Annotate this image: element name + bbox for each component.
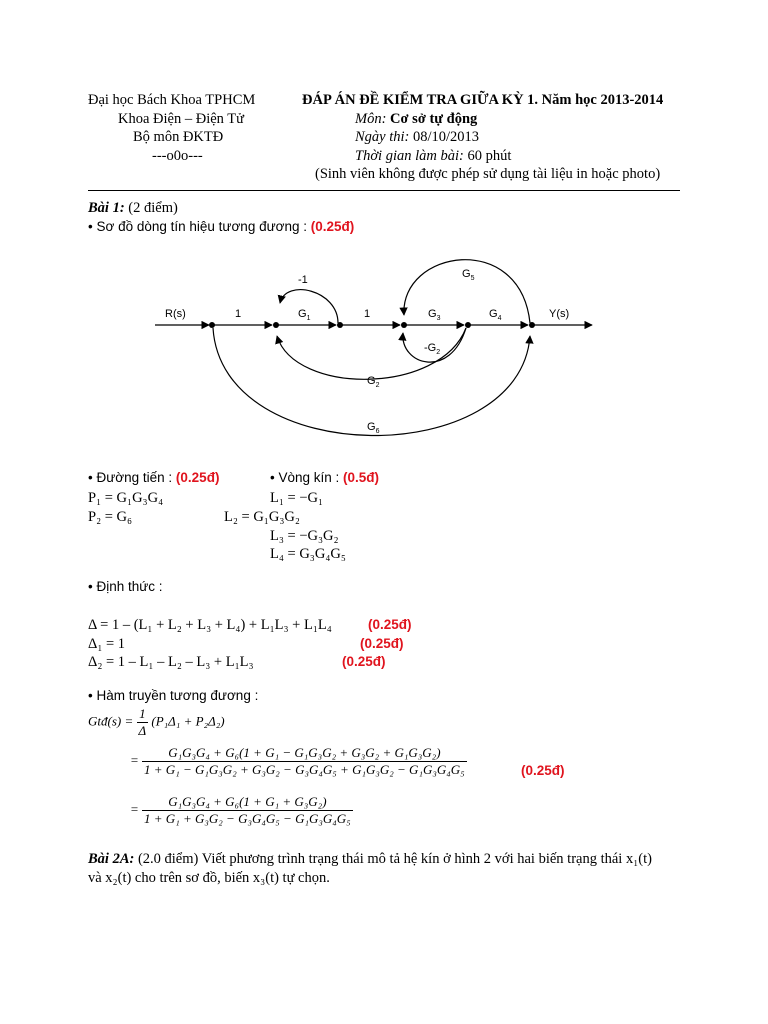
transfer-first-rest: (P₁Δ₁ + P₂Δ₂) xyxy=(151,713,225,729)
subject-value: Cơ sở tự động xyxy=(390,111,478,127)
transfer-frac1-num: 1 xyxy=(137,706,149,723)
branch-g2 xyxy=(277,328,466,379)
transfer-eq3-den: 1 + G₁ + G₃G₂ − G₃G₄G₅ − G₁G₃G₄G₅ xyxy=(144,811,351,826)
header-ornament: ---o0o--- xyxy=(152,148,203,164)
bai1-title: Bài 1: xyxy=(88,200,125,216)
label-input: R(s) xyxy=(165,308,186,320)
branch-loop-minus1 xyxy=(280,290,338,323)
sfg-line xyxy=(88,219,354,234)
transfer-eq3 xyxy=(130,794,353,827)
loop-label: • Vòng kín : xyxy=(270,470,340,485)
delta2-score: (0.25đ) xyxy=(342,654,386,669)
loop-2: L₂ = G₁G₃G₂ xyxy=(224,509,300,525)
header-university: Đại học Bách Khoa TPHCM xyxy=(88,92,256,108)
determinant-label: • Định thức : xyxy=(88,579,163,594)
delta-score: (0.25đ) xyxy=(368,617,412,632)
transfer-frac-1-delta xyxy=(137,706,149,739)
forward-label: • Đường tiến : xyxy=(88,470,173,485)
label-g6: $G_6$ xyxy=(367,421,380,435)
sfg-bullet: • Sơ đồ dòng tín hiệu tương đương : xyxy=(88,219,307,234)
label-g2: $G_2$ xyxy=(367,375,380,389)
exam-note: (Sinh viên không được phép sử dụng tài liệu in hoặc photo) xyxy=(315,166,661,182)
label-g4: $G_4$ xyxy=(489,308,502,322)
header-faculty: Khoa Điện – Điện Tử xyxy=(118,111,244,127)
transfer-eq2-den: 1 + G₁ − G₁G₃G₂ + G₃G₂ − G₃G₄G₅ + G₁G₃G₂ − G₁G₃G₄G₅ xyxy=(144,762,465,777)
loop-4: L₄ = G₃G₄G₅ xyxy=(270,546,346,562)
transfer-eq2-frac xyxy=(142,745,467,778)
date-value: 08/10/2013 xyxy=(413,129,480,145)
branch-g6 xyxy=(213,328,530,436)
transfer-eq2 xyxy=(130,745,467,778)
node-y xyxy=(529,322,535,328)
bai1-points: (2 điểm) xyxy=(128,200,178,216)
loop-heading xyxy=(270,470,379,485)
transfer-frac1-den: Δ xyxy=(138,723,147,738)
branch-neg-g2 xyxy=(403,328,466,362)
bai2a-line1 xyxy=(88,851,652,868)
sfg-score: (0.25đ) xyxy=(310,219,355,234)
bai2a-text1: (2.0 điểm) Viết phương trình trạng thái mô tả hệ kín ở hình 2 với hai biến trạng thái x₁(t) xyxy=(137,851,652,867)
node-3 xyxy=(337,322,343,328)
transfer-eq3-num: G₁G₃G₄ + G₆(1 + G₁ + G₃G₂) xyxy=(142,794,353,811)
bai1-heading xyxy=(88,200,178,217)
forward-path-2: P₂ = G₆ xyxy=(88,509,133,525)
transfer-eq1 xyxy=(88,706,225,739)
delta1-equation: Δ₁ = 1 xyxy=(88,636,126,652)
forward-score: (0.25đ) xyxy=(175,470,220,485)
delta1-score: (0.25đ) xyxy=(360,636,404,651)
label-self-loop: -1 xyxy=(298,274,308,286)
node-r xyxy=(209,322,215,328)
exam-date-line xyxy=(355,129,479,146)
node-4 xyxy=(401,322,407,328)
bai2a-line2: và x₂(t) cho trên sơ đồ, biến x₃(t) tự chọn. xyxy=(88,870,330,886)
date-label: Ngày thi: xyxy=(355,129,410,145)
transfer-lhs: Gtđ(s) = xyxy=(88,713,134,729)
delta-equation: Δ = 1 – (L₁ + L₂ + L₃ + L₄) + L₁L₃ + L₁L₄ xyxy=(88,617,332,633)
header-rule xyxy=(88,190,680,191)
transfer-eq2-num: G₁G₃G₄ + G₆(1 + G₁ − G₁G₃G₂ + G₃G₂ + G₁G₃G₂) xyxy=(142,745,467,762)
label-neg-g2: $-G_2$ xyxy=(424,342,441,356)
loop-1: L₁ = −G₁ xyxy=(270,490,324,506)
label-g1: $G_1$ xyxy=(298,308,311,322)
node-5 xyxy=(465,322,471,328)
label-b2: 1 xyxy=(364,308,371,320)
delta2-equation: Δ₂ = 1 – L₁ – L₂ – L₃ + L₁L₃ xyxy=(88,654,254,670)
node-2 xyxy=(273,322,279,328)
transfer-eq2-score: (0.25đ) xyxy=(521,763,565,778)
subject-label: Môn: xyxy=(355,111,387,127)
subject-line xyxy=(355,111,477,128)
transfer-eq3-frac xyxy=(142,794,353,827)
header-department: Bộ môn ĐKTĐ xyxy=(133,129,224,145)
label-g5: $G_5$ xyxy=(462,268,475,282)
transfer-eq3-equals: = xyxy=(130,801,139,817)
forward-heading xyxy=(88,470,219,485)
duration-label: Thời gian làm bài: xyxy=(355,148,464,164)
transfer-label: • Hàm truyền tương đương : xyxy=(88,688,259,703)
loop-score: (0.5đ) xyxy=(343,470,380,485)
duration-value: 60 phút xyxy=(467,148,512,164)
label-g3: $G_3$ xyxy=(428,308,441,322)
branch-g5 xyxy=(404,260,530,323)
label-b1: 1 xyxy=(235,308,242,320)
forward-path-1: P₁ = G₁G₃G₄ xyxy=(88,490,164,506)
exam-title: ĐÁP ÁN ĐỀ KIỂM TRA GIỮA KỲ 1. Năm học 2013-2014 xyxy=(302,92,664,108)
transfer-eq2-equals: = xyxy=(130,752,139,768)
loop-3: L₃ = −G₃G₂ xyxy=(270,528,339,544)
label-output: Y(s) xyxy=(549,308,570,320)
bai2a-title: Bài 2A: xyxy=(88,851,135,867)
duration-line xyxy=(355,148,511,165)
